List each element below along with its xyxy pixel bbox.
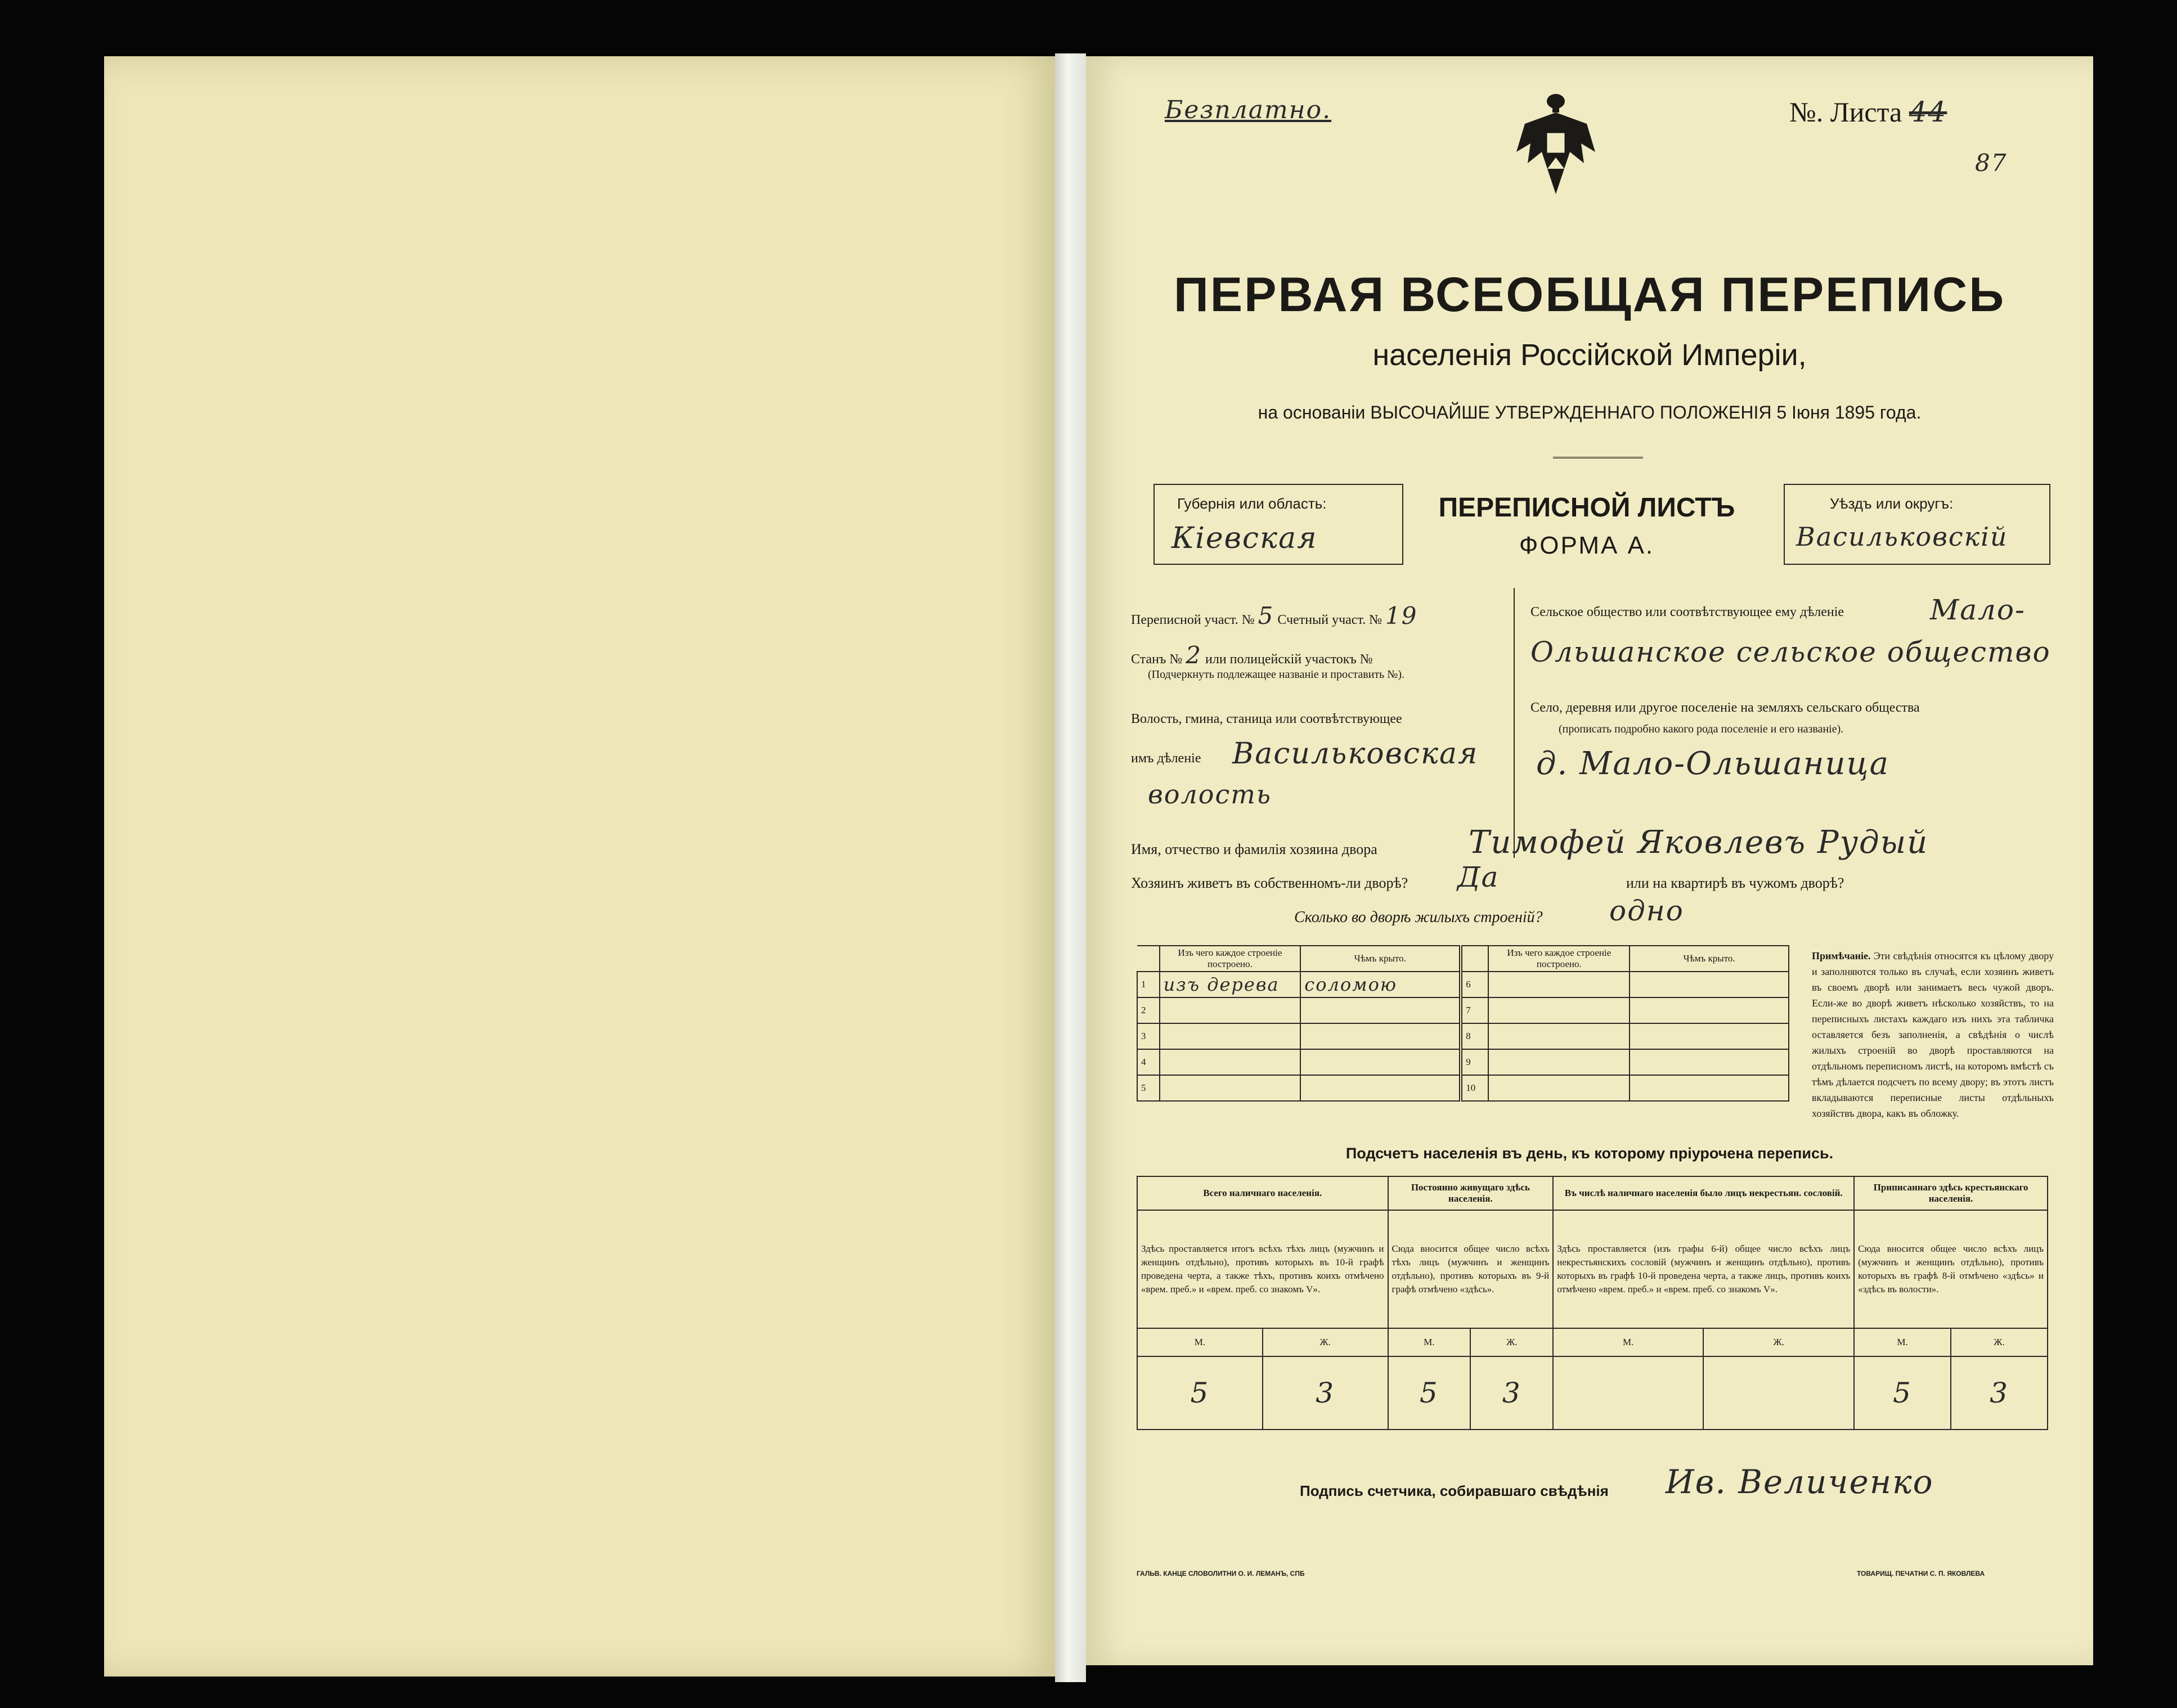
col-material-2: Изъ чего каждое строеніе построено. (1488, 946, 1630, 972)
own-yard-value: Да (1457, 861, 1500, 893)
gubernia-label: Губернія или область: (1177, 495, 1327, 512)
count-group-head: Приписаннаго здѣсь крестьянскаго населенія. (1854, 1176, 2048, 1210)
buildings-table (1137, 945, 1789, 1102)
ornament-divider (1553, 457, 1643, 459)
row-number: 7 (1461, 997, 1488, 1023)
gubernia-box (1153, 484, 1403, 565)
col-roof: Чѣмъ крыто. (1300, 946, 1461, 972)
count-group-desc: Сюда вносится общее число всѣхъ лицъ (мужчинъ и женщинъ отдѣльно), противъ которыхъ въ графѣ 8-й отмѣчено «здѣсь» и «здѣсь въ волости». (1854, 1210, 2048, 1328)
count-group-head: Постоянно живущаго здѣсь населенія. (1388, 1176, 1554, 1210)
col-material: Изъ чего каждое строеніе построено. (1160, 946, 1301, 972)
male-count: 5 (1388, 1356, 1471, 1430)
census-form-page (1086, 56, 2093, 1665)
female-count: 3 (1951, 1356, 2048, 1430)
buildings-count-value: одно (1609, 895, 1684, 927)
female-label: Ж. (1470, 1328, 1553, 1356)
female-label: Ж. (1703, 1328, 1854, 1356)
free-label: Безплатно. (1165, 96, 1332, 124)
sheet-number-value: 44 (1909, 96, 1947, 128)
uezd-value: Васильковскій (1796, 522, 2008, 552)
form-title: ПЕРЕПИСНОЙ ЛИСТЪ (1438, 493, 1735, 523)
count-group-head: Всего наличнаго населенія. (1137, 1176, 1388, 1210)
count-group-desc: Здѣсь проставляется (изъ графы 6-й) общее число всѣхъ лицъ некрестьянскихъ сословій (мужчинъ и женщинъ отдѣльно), противъ которыхъ въ графѣ 10-й проведена черта, а также лицъ, противъ коихъ отмѣчено «врем. преб.» и «врем. преб. со знакомъ V». (1553, 1210, 1854, 1328)
male-count: 5 (1137, 1356, 1263, 1430)
volost-label-2: имъ дѣленіе (1131, 751, 1201, 766)
signature-label: Подпись счетчика, собиравшаго свѣдѣнія (1300, 1482, 1609, 1499)
note-label: Примѣчаніе. (1812, 950, 1871, 961)
society-label: Сельское общество или соотвѣтствующее ему дѣленіе (1530, 605, 1844, 619)
census-district-field (1131, 602, 1417, 630)
society-value-2: Ольшанское сельское общество (1530, 636, 2051, 668)
count-group-desc: Сюда вносится общее число всѣхъ тѣхъ лицъ (мужчинъ и женщинъ отдѣльно), противъ которыхъ въ 9-й графѣ отмѣчено «здѣсь». (1388, 1210, 1554, 1328)
female-count (1703, 1356, 1854, 1430)
form-main-title: ПЕРВАЯ ВСЕОБЩАЯ ПЕРЕПИСЬ (1173, 268, 2006, 322)
village-note: (прописать подробно какого рода поселеніе и его названіе). (1559, 723, 1844, 735)
volost-label: Волость, гмина, станица или соотвѣтствующее (1131, 712, 1402, 726)
row-number: 6 (1461, 972, 1488, 997)
footer-right: ТОВАРИЩ. ПЕЧАТНИ С. П. ЯКОВЛЕВА (1857, 1570, 1985, 1577)
stan-value: 2 (1186, 641, 1202, 669)
row-number: 10 (1461, 1075, 1488, 1101)
row-number: 5 (1137, 1075, 1160, 1101)
form-subtitle: населенія Россійской Имперіи, (1372, 338, 1807, 372)
row1-roof: соломою (1300, 972, 1461, 997)
stan-field (1131, 641, 1373, 669)
count-group-desc: Здѣсь проставляется итогъ всѣхъ тѣхъ лицъ (мужчинъ и женщинъ отдѣльно), противъ которыхъ въ 10-й графѣ проведена черта, а также тѣхъ, противъ коихъ отмѣчено «врем. преб.» и «врем. преб. со знакомъ V». (1137, 1210, 1388, 1328)
row1-material: изъ дерева (1160, 972, 1301, 997)
underline-note: (Подчеркнуть подлежащее названіе и проставить №). (1148, 668, 1404, 681)
signature-value: Ив. Величенко (1666, 1463, 1934, 1501)
uezd-box (1784, 484, 2050, 565)
census-district-value: 5 (1258, 602, 1274, 630)
male-label: М. (1388, 1328, 1471, 1356)
count-title: Подсчетъ населенія въ день, къ которому пріурочена перепись. (1345, 1145, 1834, 1162)
counting-district-value: 19 (1385, 602, 1418, 630)
female-count: 3 (1263, 1356, 1388, 1430)
row-number: 2 (1137, 997, 1160, 1023)
male-label: М. (1137, 1328, 1263, 1356)
male-label: М. (1553, 1328, 1703, 1356)
village-value: д. Мало-Ольшаница (1536, 745, 1890, 782)
male-count (1553, 1356, 1703, 1430)
book-spine (1055, 53, 1086, 1682)
row-number: 9 (1461, 1049, 1488, 1075)
form-type: ФОРМА А. (1519, 532, 1655, 559)
village-label: Село, деревня или другое поселеніе на земляхъ сельскаго общества (1530, 700, 1920, 715)
sheet-number-label: №. Листа (1789, 96, 1902, 128)
population-count-table (1137, 1176, 2048, 1430)
owner-name-label: Имя, отчество и фамилія хозяина двора (1131, 841, 1377, 857)
left-page (104, 56, 1055, 1676)
row-number: 1 (1137, 972, 1160, 997)
count-group-head: Въ числѣ наличнаго населенія было лицъ некрестьян. сословій. (1553, 1176, 1854, 1210)
sheet-number-corrected: 87 (1975, 149, 2008, 177)
row-number: 3 (1137, 1023, 1160, 1049)
female-count: 3 (1470, 1356, 1553, 1430)
row-number: 8 (1461, 1023, 1488, 1049)
field-divider (1514, 588, 1515, 858)
imperial-eagle-icon (1514, 90, 1598, 197)
volost-value: Васильковская (1232, 737, 1479, 771)
owner-name-value: Тимофей Яковлевъ Рудый (1469, 824, 1929, 861)
counting-district-label: Счетный участ. № (1277, 613, 1382, 627)
police-label: или полицейскій участокъ № (1205, 652, 1373, 667)
census-district-label: Переписной участ. № (1131, 613, 1255, 627)
volost-value-2: волость (1148, 779, 1272, 810)
uezd-label: Уѣздъ или округъ: (1830, 495, 1954, 512)
rented-label: или на квартирѣ въ чужомъ дворѣ? (1626, 875, 1844, 891)
row-number: 4 (1137, 1049, 1160, 1075)
own-yard-label: Хозяинъ живетъ въ собственномъ-ли дворѣ? (1131, 875, 1408, 891)
note-text: Эти свѣдѣнія относятся къ цѣлому двору и заполняются только въ случаѣ, если хозяинъ живетъ въ своемъ дворѣ или занимаетъ весь чужой дворъ. Если-же во дворѣ живетъ нѣсколько хозяйствъ, то на переписныхъ листахъ каждаго изъ нихъ эта табличка оставляется безъ заполненія, а свѣдѣнія о числѣ жилыхъ строеній во дворѣ проставляются на отдѣльномъ переписномъ листѣ, на которомъ вмѣстѣ съ тѣмъ дѣлается подсчетъ по всему двору; въ этотъ листъ вкладываются переписные листы отдѣльныхъ хозяйствъ двора, какъ въ обложку. (1812, 950, 2054, 1119)
footer-left: ГАЛЬВ. КАНЦЕ СЛОВОЛИТНИ О. И. ЛЕМАНЪ, СПБ (1137, 1570, 1305, 1577)
sheet-number (1789, 96, 1947, 128)
female-label: Ж. (1263, 1328, 1388, 1356)
male-count: 5 (1854, 1356, 1951, 1430)
form-legal-basis: на основаніи ВЫСОЧАЙШЕ УТВЕРЖДЕННАГО ПОЛОЖЕНІЯ 5 Іюня 1895 года. (1258, 402, 1922, 422)
society-value: Мало- (1930, 594, 2026, 626)
female-label: Ж. (1951, 1328, 2048, 1356)
col-roof-2: Чѣмъ крыто. (1630, 946, 1789, 972)
buildings-count-label: Сколько во дворѣ жилыхъ строеній? (1294, 909, 1543, 926)
male-label: М. (1854, 1328, 1951, 1356)
note-block (1812, 948, 2054, 1121)
gubernia-value: Кіевская (1171, 522, 1318, 555)
stan-label: Станъ № (1131, 652, 1183, 667)
